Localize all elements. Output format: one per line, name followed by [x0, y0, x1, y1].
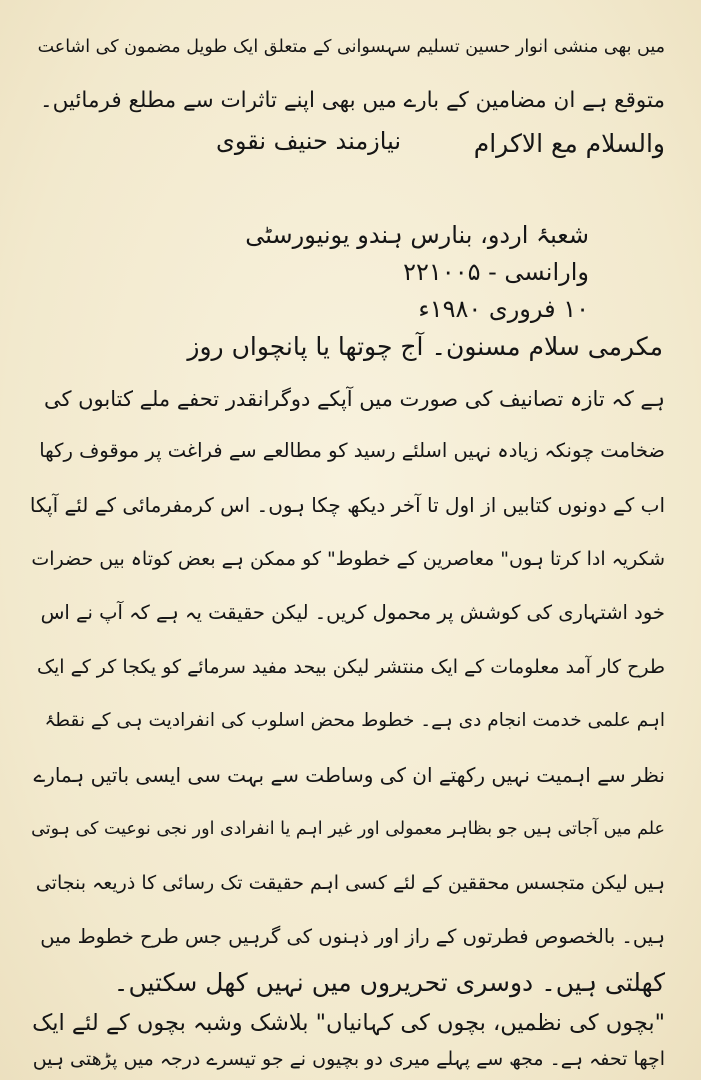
- body-line-7: اہم علمی خدمت انجام دی ہے۔ خطوط محض اسلوب کی انفرادیت ہی کے نقطۂ: [44, 710, 665, 731]
- body-line-14: اچھا تحفہ ہے۔ مجھ سے پہلے میری دو بچیوں نے جو تیسرے درجہ میں پڑھتی ہیں: [32, 1048, 665, 1070]
- body-line-10: ہیں لیکن متجسس محققین کے لئے کسی اہم حقیقت تک رسائی کا ذریعہ بنجاتی: [35, 872, 665, 894]
- body-line-8: نظر سے اہمیت نہیں رکھتے ان کی وساطت سے بہت سی ایسی باتیں ہمارے: [33, 763, 665, 787]
- body-line-9: علم میں آجاتی ہیں جو بظاہر معمولی اور غیر اہم یا انفرادی اور نجی نوعیت کی ہوتی: [31, 819, 665, 839]
- body-line-13: "بچوں کی نظمیں، بچوں کی کہانیاں" بلاشک وشبہ بچوں کے لئے ایک: [32, 1010, 665, 1036]
- body-line-4: شکریہ ادا کرتا ہوں" معاصرین کے خطوط" کو ممکن ہے بعض کوتاہ بیں حضرات: [31, 548, 665, 570]
- top-line-1: میں بھی منشی انوار حسین تسلیم سہسوانی کے متعلق ایک طویل مضمون کی اشاعت: [37, 37, 665, 57]
- top-line-2: متوقع ہے ان مضامین کے بارے میں بھی اپنے تاثرات سے مطلع فرمائیں۔: [39, 88, 665, 113]
- top-closing: والسلام مع الاکرام: [473, 129, 665, 158]
- body-line-11: ہیں۔ بالخصوص فطرتوں کے راز اور ذہنوں کی گرہیں جس طرح خطوط میں: [40, 925, 665, 948]
- body-line-3: اب کے دونوں کتابیں از اول تا آخر دیکھ چکا ہوں۔ اس کرمفرمائی کے لئے آپکا: [29, 493, 665, 517]
- salutation-line: مکرمی سلام مسنون۔ آج چوتھا یا پانچواں روز: [187, 332, 663, 361]
- body-line-1: ہے کہ تازہ تصانیف کی صورت میں آپکے دوگرانقدر تحفے ملے کتابوں کی: [43, 387, 665, 411]
- body-line-5: خود اشتہاری کی کوشش پر محمول کریں۔ لیکن حقیقت یہ ہے کہ آپ نے اس: [40, 601, 665, 624]
- address-department: شعبۂ اردو، بنارس ہندو یونیورسٹی: [245, 221, 589, 249]
- signature: نیازمند حنیف نقوی: [216, 127, 401, 155]
- address-city: وارانسی - ۲۲۱۰۰۵: [403, 258, 589, 286]
- body-line-2: ضخامت چونکہ زیادہ نہیں اسلئے رسید کو مطالعے سے فراغت پر موقوف رکھا: [39, 439, 665, 462]
- body-line-6: طرح کار آمد معلومات کے ایک منتشر لیکن بیحد مفید سرمائے کو یکجا کر کے ایک: [36, 656, 665, 678]
- letter-date: ۱۰ فروری ۱۹۸۰ء: [418, 295, 589, 323]
- body-line-12: کھلتی ہیں۔ دوسری تحریروں میں نہیں کھل سکتیں۔: [113, 968, 665, 997]
